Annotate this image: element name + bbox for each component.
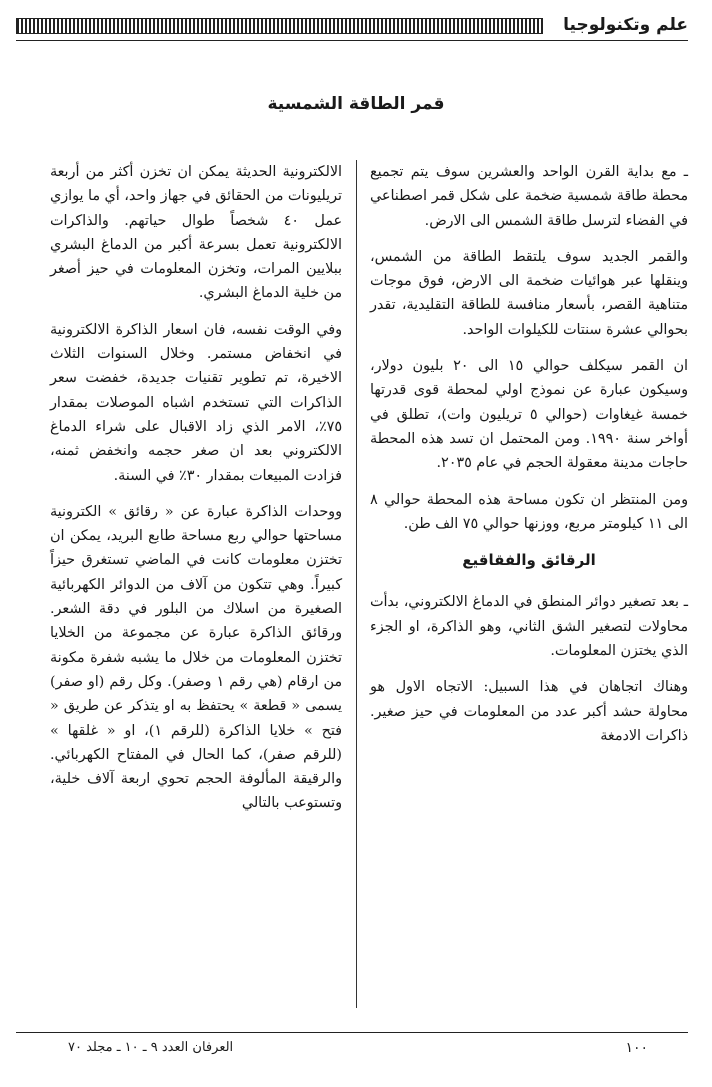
paragraph: ـ مع بداية القرن الواحد والعشرين سوف يتم تجميع محطة طاقة شمسية ضخمة على شكل قمر اصطناعي في الفضاء لترسل طاقة الشمس الى الارض. bbox=[370, 164, 688, 229]
paragraph: وفي الوقت نفسه، فان اسعار الذاكرة الالكترونية في انخفاض مستمر. وخلال السنوات الثلاث الاخيرة، تم تطوير تقنيات جديدة، خفضت سعر الذاكرات التي تستخدم اشباه الموصلات بمقدار ٧٥٪، الامر الذي زاد الاقبال على شراء الدماغ الالكتروني بعد ان صغر حجمه وانخفض ثمنه، فزادت المبيعات بمقدار ٣٠٪ في السنة. bbox=[50, 321, 342, 484]
right-column bbox=[370, 160, 688, 760]
left-column bbox=[50, 160, 342, 828]
paragraph: ومن المنتظر ان تكون مساحة هذه المحطة حوالي ٨ الى ١١ كيلومتر مربع، ووزنها حوالي ٧٥ الف طن. bbox=[370, 491, 688, 532]
header-decorative-bar bbox=[16, 18, 543, 34]
journal-citation: العرفان العدد ٩ ـ ١٠ ـ مجلد ٧٠ bbox=[68, 1040, 234, 1055]
page-number: ١٠٠ bbox=[625, 1040, 648, 1056]
section-title: علم وتكنولوجيا bbox=[563, 15, 688, 35]
header-rule bbox=[16, 40, 688, 41]
footer-rule bbox=[16, 1032, 688, 1033]
paragraph: الالكترونية الحديثة يمكن ان تخزن أكثر من أربعة تريليونات من الحقائق في جهاز واحد، أي ما يوازي عمل ٤٠ شخصاً طوال حياتهم. والذاكرات الالكترونية تعمل بسرعة أكبر من الدماغ البشري ببلايين المرات، وتخزن المعلومات في حيز أصغر من خلية الدماغ البشري. bbox=[50, 164, 342, 302]
subheading: الرقائق والفقاقيع bbox=[462, 551, 596, 570]
column-divider bbox=[356, 160, 357, 1008]
paragraph: ـ بعد تصغير دوائر المنطق في الدماغ الالكتروني، بدأت محاولات لتصغير الشق الثاني، وهو الذاكرة، او الجزء الذي يختزن المعلومات. bbox=[370, 594, 688, 660]
paragraph: ووحدات الذاكرة عبارة عن « رقائق » الكترونية مساحتها حوالي ربع مساحة طابع البريد، يمكن ان تختزن معلومات كانت في الماضي تستغرق حيزاً كبيراً. وهي تتكون من آلاف من الدوائر الكهربائية الصغيرة من اسلاك من البلور في دقة الشعر. ورقائق الذاكرة عبارة عن مجموعة من الخلايا تختزن المعلومات من خلال ما يشبه شفرة مكونة من ارقام (هي رقم ١ وصفر). وكل رقم (او صفر) يسمى « قطعة » يحتفظ به او يتذكر عن طريق « فتح » خلايا الذاكرة (للرقم ١)، او « غلقها » (للرقم صفر)، كما الحال في المفتاح الكهربائي. والرقيقة المألوفة الحجم تحوي اربعة آلاف خلية، وتستوعب بالتالي bbox=[50, 503, 342, 812]
paragraph: والقمر الجديد سوف يلتقط الطاقة من الشمس، وينقلها عبر هوائيات ضخمة الى الارض، فوق موجات متناهية القصر، بأسعار منافسة للطاقة التقليدية، تقدر بحوالي عشرة سنتات للكيلوات الواحد. bbox=[370, 248, 688, 338]
page-header bbox=[16, 14, 688, 38]
article-title: قمر الطاقة الشمسية bbox=[267, 94, 445, 114]
paragraph: وهناك اتجاهان في هذا السبيل: الاتجاه الاول هو محاولة حشد أكبر عدد من المعلومات في حيز صغير. ذاكرات الادمغة bbox=[370, 679, 688, 744]
paragraph: ان القمر سيكلف حوالي ١٥ الى ٢٠ بليون دولار، وسيكون عبارة عن نموذج اولي لمحطة قوى قدرتها خمسة غيغاوات (حوالي ٥ تريليون وات)، تطلق في أواخر سنة ١٩٩٠. ومن المحتمل ان تسد هذه المحطة حاجات مدينة معقولة الحجم في عام ٢٠٣٥. bbox=[370, 358, 689, 472]
page-footer bbox=[16, 1040, 688, 1062]
